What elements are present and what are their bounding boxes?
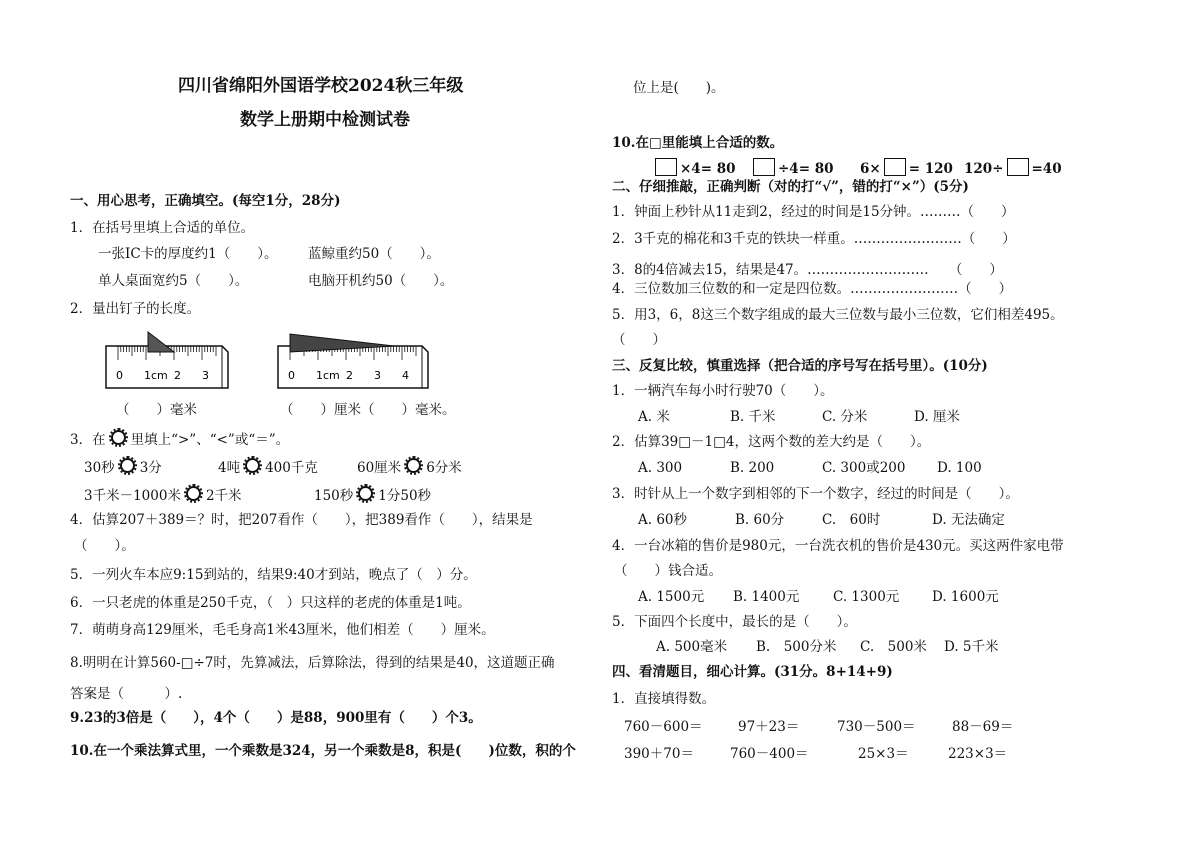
choice-5-opt-d: D. 5千米 [944, 639, 999, 655]
choice-3-opt-b: B. 60分 [735, 512, 785, 528]
ruler-1-label-1cm: 1cm [144, 369, 168, 382]
choice-4-opt-b: B. 1400元 [733, 589, 800, 605]
choice-5-opt-a: A. 500毫米 [656, 639, 728, 655]
question-10b: 10.在□里能填上合适的数。 [612, 135, 784, 151]
calc-instruction: 1．直接填得数。 [612, 691, 716, 707]
compare-1-left: 30秒 [84, 460, 115, 476]
flower-icon [404, 456, 423, 475]
choice-1: 1．一辆汽车每小时行驶70（ ）。 [612, 383, 834, 399]
ruler-2-label-1cm: 1cm [316, 369, 340, 382]
ruler-2-label-4: 4 [402, 369, 409, 382]
choice-4-cont: （ ）钱合适。 [614, 563, 722, 579]
blank-box [655, 158, 677, 176]
judge-2: 2．3千克的棉花和3千克的铁块一样重。……………………（ ） [612, 231, 1016, 247]
section-2-heading: 二、仔细推敲，正确判断（对的打“√”，错的打“×”）(5分) [612, 179, 969, 195]
question-9: 9.23的3倍是（ ），4个（ ）是88，900里有（ ）个3。 [70, 710, 482, 726]
judge-5-cont: （ ） [612, 332, 666, 348]
ruler-1 [104, 328, 234, 390]
choice-1-opt-b: B. 千米 [730, 409, 776, 425]
choice-4-opt-d: D. 1600元 [932, 589, 999, 605]
calc-1-1: 760－600＝ [624, 719, 703, 735]
compare-4 [84, 484, 242, 505]
question-8: 8.明明在计算560-□÷7时，先算减法，后算除法，得到的结果是40，这道题正确 [70, 655, 555, 671]
blank-box [753, 158, 775, 176]
choice-5: 5．下面四个长度中，最长的是（ ）。 [612, 614, 857, 630]
question-6: 6．一只老虎的体重是250千克，（ ）只这样的老虎的体重是1吨。 [70, 595, 471, 611]
choice-4: 4．一台冰箱的售价是980元，一台洗衣机的售价是430元。买这两件家电带 [612, 538, 1064, 554]
compare-3-right: 6分米 [426, 460, 462, 476]
ruler-2-label-0: 0 [288, 369, 295, 382]
compare-5 [314, 484, 431, 505]
exam-title-line2: 数学上册期中检测试卷 [240, 110, 410, 130]
ruler-2 [276, 328, 436, 390]
choice-3-opt-a: A. 60秒 [638, 512, 688, 528]
question-4: 4．估算207＋389＝？时，把207看作（ ），把389看作（ ），结果是 [70, 512, 533, 528]
question-2b-answer: （ ）厘米（ ）毫米。 [280, 402, 456, 418]
ruler-1-label-3: 3 [202, 369, 209, 382]
flower-icon [184, 484, 203, 503]
nail-1 [148, 332, 174, 352]
choice-2-opt-a: A. 300 [638, 460, 683, 476]
judge-5: 5．用3，6，8这三个数字组成的最大三位数与最小三位数，它们相差495。 [612, 307, 1064, 323]
flower-icon [109, 428, 128, 447]
calc-2-4: 223×3＝ [948, 746, 1008, 762]
compare-1-right: 3分 [139, 460, 162, 476]
calc-1-4: 88－69＝ [952, 719, 1014, 735]
compare-2-left: 4吨 [218, 460, 241, 476]
flower-icon [243, 456, 262, 475]
choice-1-opt-c: C. 分米 [822, 409, 868, 425]
question-10: 10.在一个乘法算式里，一个乘数是324，另一个乘数是8，积是( )位数，积的个 [70, 743, 576, 759]
section-1-heading: 一、用心思考，正确填空。(每空1分，28分) [70, 193, 341, 209]
flower-icon [356, 484, 375, 503]
compare-5-right: 1分50秒 [378, 488, 432, 504]
calc-1-3: 730－500＝ [837, 719, 916, 735]
compare-4-left: 3千米－1000米 [84, 488, 181, 504]
calc-2-3: 25×3＝ [858, 746, 909, 762]
question-3-lead: 3．在 [70, 432, 106, 448]
exam-title-line1: 四川省绵阳外国语学校2024秋三年级 [178, 76, 464, 96]
question-4-cont: （ ）。 [74, 538, 135, 554]
choice-4-opt-a: A. 1500元 [638, 589, 705, 605]
fill-box-3 [860, 158, 953, 178]
fill-box-4-lead: 120÷ [964, 161, 1004, 177]
compare-3 [357, 456, 462, 477]
judge-1: 1．钟面上秒针从11走到2，经过的时间是15分钟。………（ ） [612, 204, 1015, 220]
question-8-cont: 答案是（ ）. [70, 686, 183, 702]
flower-icon [118, 456, 137, 475]
ruler-2-label-3: 3 [374, 369, 381, 382]
question-1: 1．在括号里填上合适的单位。 [70, 220, 255, 236]
compare-2-right: 400千克 [265, 460, 318, 476]
ruler-2-label-2: 2 [346, 369, 353, 382]
ruler-1-label-2: 2 [174, 369, 181, 382]
question-1a: 一张IC卡的厚度约1（ ）。 [98, 246, 278, 262]
choice-2-opt-d: D. 100 [937, 460, 982, 476]
fill-box-2-text: ÷4= 80 [778, 161, 834, 177]
compare-5-left: 150秒 [314, 488, 354, 504]
choice-5-opt-c: C. 500米 [860, 639, 927, 655]
ruler-1-label-0: 0 [116, 369, 123, 382]
choice-2: 2．估算39□－1□4，这两个数的差大约是（ ）。 [612, 434, 931, 450]
calc-2-2: 760－400＝ [730, 746, 809, 762]
compare-2 [218, 456, 318, 477]
fill-box-4 [964, 158, 1062, 178]
compare-4-right: 2千米 [205, 488, 242, 504]
question-10-cont: 位上是( )。 [633, 80, 725, 96]
choice-2-opt-b: B. 200 [730, 460, 775, 476]
question-1d: 电脑开机约50（ ）。 [308, 273, 454, 289]
question-1b: 蓝鲸重约50（ ）。 [308, 246, 440, 262]
choice-3: 3．时针从上一个数字到相邻的下一个数字，经过的时间是（ ）。 [612, 486, 1019, 502]
choice-5-opt-b: B. 500分米 [756, 639, 837, 655]
question-2a-answer: （ ）毫米 [116, 402, 197, 418]
choice-1-opt-a: A. 米 [638, 409, 670, 425]
compare-3-left: 60厘米 [357, 460, 402, 476]
judge-3: 3．8的4倍减去15，结果是47。……………………… （ ） [612, 262, 1003, 278]
blank-box [1007, 158, 1029, 176]
choice-2-opt-c: C. 300或200 [822, 460, 906, 476]
fill-box-4-tail: =40 [1031, 161, 1062, 177]
fill-box-1-text: ×4= 80 [680, 161, 736, 177]
choice-3-opt-d: D. 无法确定 [932, 512, 1005, 528]
question-2: 2．量出钉子的长度。 [70, 301, 201, 317]
choice-4-opt-c: C. 1300元 [833, 589, 900, 605]
blank-box [884, 158, 906, 176]
question-5: 5．一列火车本应9:15到站的，结果9:40才到站，晚点了（ ）分。 [70, 567, 477, 583]
compare-1 [84, 456, 162, 477]
section-3-heading: 三、反复比较，慎重选择（把合适的序号写在括号里）。(10分) [612, 358, 988, 374]
calc-2-1: 390＋70＝ [624, 746, 694, 762]
fill-box-2 [750, 158, 834, 178]
question-7: 7．萌萌身高129厘米，毛毛身高1米43厘米，他们相差（ ）厘米。 [70, 622, 495, 638]
calc-1-2: 97＋23＝ [738, 719, 800, 735]
fill-box-1 [652, 158, 736, 178]
question-1c: 单人桌面宽约5（ ）。 [98, 273, 249, 289]
choice-1-opt-d: D. 厘米 [914, 409, 960, 425]
fill-box-3-lead: 6× [860, 161, 881, 177]
question-3-tail: 里填上“>”、“<”或“＝”。 [130, 432, 290, 448]
judge-4: 4．三位数加三位数的和一定是四位数。……………………（ ） [612, 281, 1013, 297]
section-4-heading: 四、看清题目，细心计算。(31分。8+14+9) [612, 664, 893, 680]
question-3 [70, 428, 289, 449]
choice-3-opt-c: C. 60时 [822, 512, 881, 528]
fill-box-3-tail: = 120 [908, 161, 953, 177]
